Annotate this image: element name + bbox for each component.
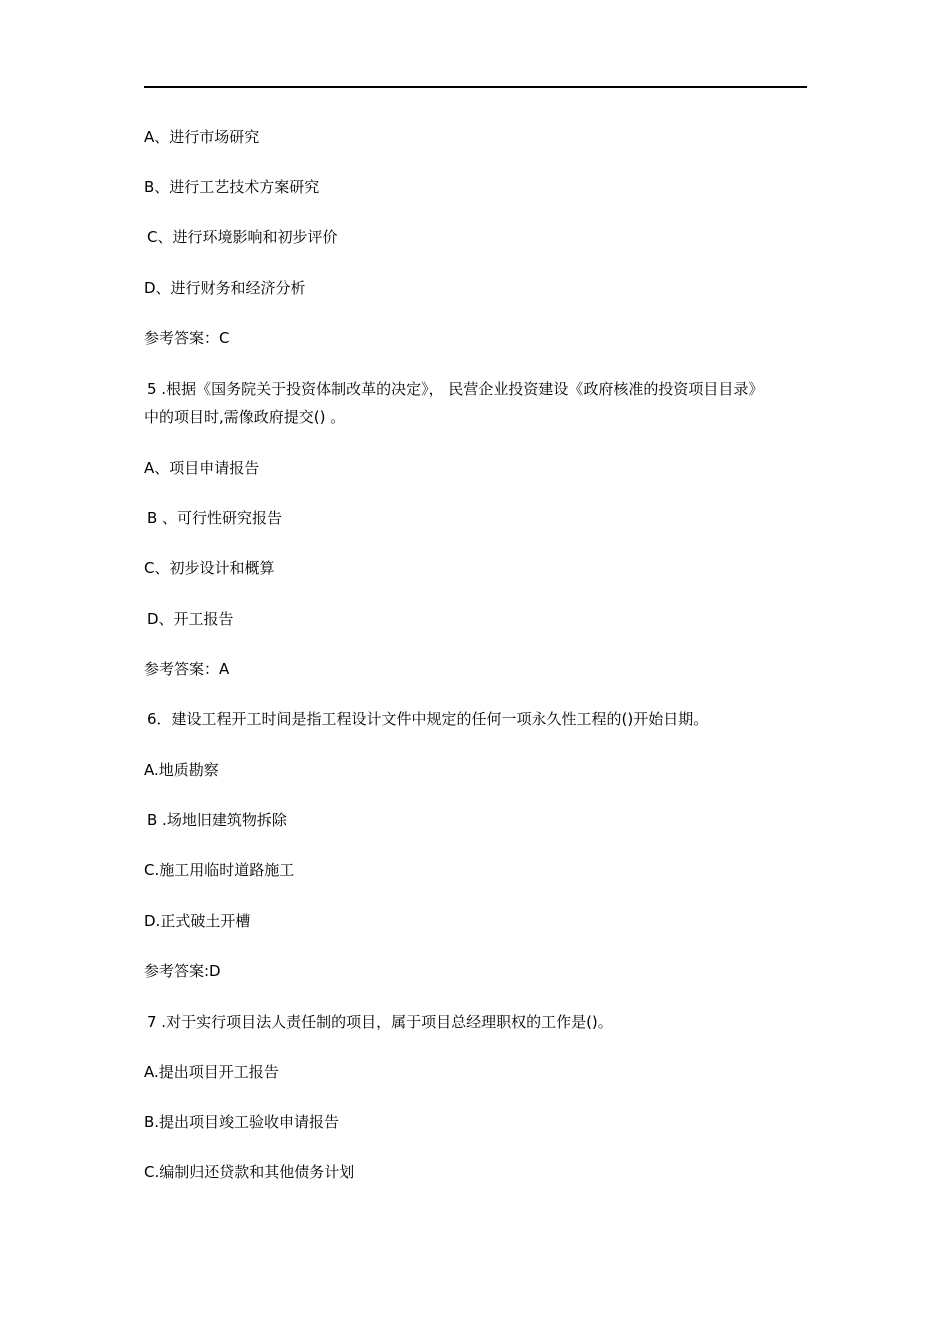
q5-answer: 参考答案：A bbox=[144, 660, 230, 678]
q6-option-c: C.施工用临时道路施工 bbox=[144, 861, 295, 879]
q6-answer: 参考答案:D bbox=[144, 962, 221, 980]
q5-question-line2: 中的项目时,需像政府提交() 。 bbox=[144, 408, 346, 426]
q5-option-a: A、项目申请报告 bbox=[144, 459, 260, 477]
q5-option-c: C、初步设计和概算 bbox=[144, 559, 275, 577]
q4-option-a: A、进行市场研究 bbox=[144, 128, 260, 146]
q6-option-b: B .场地旧建筑物拆除 bbox=[147, 811, 287, 829]
q4-option-d: D、进行财务和经济分析 bbox=[144, 279, 306, 297]
header-rule bbox=[144, 86, 807, 88]
q6-question: 6．建设工程开工时间是指工程设计文件中规定的任何一项永久性工程的()开始日期。 bbox=[147, 710, 709, 728]
q7-question: 7 .对于实行项目法人责任制的项目，属于项目总经理职权的工作是()。 bbox=[147, 1013, 613, 1031]
q6-option-a: A.地质勘察 bbox=[144, 761, 219, 779]
q5-option-b: B 、可行性研究报告 bbox=[147, 509, 283, 527]
q4-option-b: B、进行工艺技术方案研究 bbox=[144, 178, 320, 196]
q4-answer: 参考答案：C bbox=[144, 329, 230, 347]
q6-option-d: D.正式破土开槽 bbox=[144, 912, 251, 930]
q4-option-c: C、进行环境影响和初步评价 bbox=[147, 228, 338, 246]
q7-option-b: B.提出项目竣工验收申请报告 bbox=[144, 1113, 340, 1131]
q7-option-a: A.提出项目开工报告 bbox=[144, 1063, 279, 1081]
q7-option-c: C.编制归还贷款和其他债务计划 bbox=[144, 1163, 355, 1181]
q5-question-line1: 5 .根据《国务院关于投资体制改革的决定》， 民营企业投资建设《政府核准的投资项目目录》 bbox=[147, 380, 764, 398]
q5-option-d: D、开工报告 bbox=[147, 610, 234, 628]
